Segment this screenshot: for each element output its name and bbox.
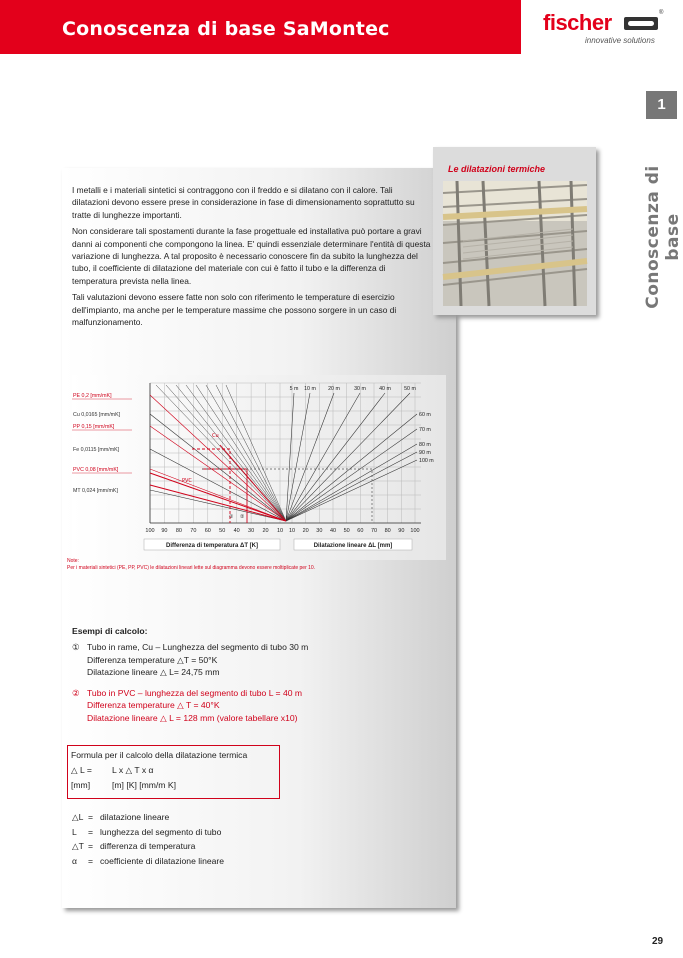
legend-row [72, 810, 224, 825]
x-tick-label-right: 80 [384, 528, 391, 534]
examples-heading: Esempi di calcolo: [72, 626, 148, 636]
example-marker: Cu [212, 433, 219, 439]
legend-desc: differenza di temperatura [100, 841, 196, 851]
example-marker: ① [229, 514, 234, 520]
legend-equals: = [88, 826, 94, 837]
logo-badge-icon [624, 17, 658, 30]
material-label: PVC 0,08 [mm/mK] [73, 467, 119, 473]
note-text: Per i materiali sintetici (PE, PP, PVC) le dilatazioni lineari lette sul diagramma devono essere moltiplicate per 10. [67, 564, 316, 571]
x-tick-label-left: 50 [219, 528, 226, 534]
example-2-number: ② [72, 687, 80, 698]
formula-unit-lhs: [mm] [71, 780, 91, 790]
x-tick-label-left: 40 [233, 528, 240, 534]
example-1 [72, 641, 442, 679]
length-label-top: 20 m [328, 386, 340, 392]
formula-lhs: △ L = [71, 765, 92, 775]
x-tick-label-right: 100 [410, 528, 420, 534]
cable-tray-photo [443, 181, 587, 306]
logo-tagline: innovative solutions [585, 36, 655, 45]
x-tick-label-right: 90 [398, 528, 405, 534]
xlabel-left: Differenza di temperatura ΔT [K] [166, 543, 258, 549]
x-tick-label-right: 10 [288, 528, 296, 534]
material-label: MT 0,024 [mm/mK] [73, 488, 118, 494]
x-tick-label-right: 50 [343, 528, 350, 534]
legend-symbol: α [72, 855, 77, 866]
x-tick-label-left: 30 [248, 528, 255, 534]
logo-registered: ® [659, 10, 664, 16]
page-number: 29 [652, 936, 664, 947]
x-tick-label-left: 20 [262, 528, 269, 534]
x-tick-label-left: 80 [175, 528, 182, 534]
example-2-line: Dilatazione lineare △ L = 128 mm (valore tabellare x10) [87, 712, 298, 723]
formula-equation [71, 763, 247, 778]
legend-desc: lunghezza del segmento di tubo [100, 826, 222, 837]
length-label-top: 5 m [289, 386, 299, 392]
intro-paragraph: Non considerare tali spostamenti durante la fase progettuale ed installativa può portare a gravi danni ai componenti che compongono la linea. E' quindi essenziale determinare l'entità di questa variazione di lunghezza. A tal proposito è necessario conoscere fin da subito la lunghezza del tubo, il coefficiente di dilatazione del materiale con cui è fatto il tubo e la differenza di temperatura prevista nella linea. [72, 226, 431, 286]
length-label-right: 70 m [419, 427, 431, 433]
example-1-line: Dilatazione lineare △ L= 24,75 mm [87, 667, 220, 677]
legend-symbol: △L [72, 812, 84, 822]
formula-title: Formula per il calcolo della dilatazione termica [71, 750, 248, 760]
example-1-number: ① [72, 642, 80, 652]
chapter-tab-label: Conoscenza di base [643, 165, 683, 309]
example-marker: PVC [182, 478, 192, 484]
photo-box [433, 147, 596, 315]
length-label-top: 30 m [354, 386, 366, 392]
header-bar [0, 0, 521, 54]
x-tick-label-left: 90 [161, 528, 168, 534]
formula [71, 748, 247, 793]
legend-desc: coefficiente di dilatazione lineare [100, 855, 225, 866]
legend-equals: = [88, 841, 94, 851]
legend-equals: = [88, 855, 94, 866]
legend-symbol: △T [72, 841, 84, 851]
legend-row [72, 854, 224, 869]
example-1-line: Differenza temperature △T = 50°K [87, 654, 218, 665]
example-2-line: Differenza temperature △ T = 40°K [87, 700, 220, 710]
intro-paragraph: I metalli e i materiali sintetici si contraggono con il freddo e si dilatano con il calore. Tali dilatazioni devono essere prese in considerazione in fase di dimensionamento soprattutto su tratte di lunghezze importanti. [72, 185, 415, 220]
length-label-right: 60 m [419, 412, 431, 418]
chart-note [67, 558, 315, 571]
chapter-tab [643, 121, 683, 336]
x-tick-label-right: 20 [302, 528, 309, 534]
nomogram-svg [72, 375, 446, 560]
length-label-top: 50 m [404, 386, 416, 392]
example-1-line: Tubo in rame, Cu – Lunghezza del segmento di tubo 30 m [87, 642, 309, 652]
x-tick-label-right: 40 [329, 528, 337, 534]
x-tick-label-right: 70 [370, 528, 378, 534]
legend-desc: dilatazione lineare [100, 812, 170, 822]
legend-row [72, 839, 224, 854]
material-label: Fe 0,0115 [mm/mK] [73, 447, 120, 453]
material-label: PE 0,2 [mm/mK] [73, 393, 112, 399]
x-tick-label-left: 100 [145, 528, 155, 534]
photo-title: Le dilatazioni termiche [448, 164, 546, 174]
x-tick-label-right: 60 [357, 528, 364, 534]
intro-text [72, 184, 432, 333]
intro-paragraph: Tali valutazioni devono essere fatte non solo con riferimento le temperature di esercizio dell'impianto, ma anche per le temperature massime che possono sorgere in un caso di malfunzionamento. [72, 292, 397, 327]
expansion-nomogram [72, 375, 446, 560]
length-label-top: 10 m [304, 386, 316, 392]
legend-equals: = [88, 812, 94, 822]
logo-wordmark: fischer [543, 10, 612, 35]
example-2-line: Tubo in PVC – lunghezza del segmento di tubo L = 40 m [87, 687, 303, 698]
x-tick-label-left: 70 [190, 528, 197, 534]
example-2 [72, 687, 442, 725]
material-label: Cu 0,0165 [mm/mK] [73, 412, 121, 418]
note-label: Note: [67, 558, 79, 564]
example-marker: ② [240, 514, 245, 520]
formula-units [71, 778, 247, 793]
xlabel-right: Dilatazione lineare ΔL [mm] [313, 543, 393, 549]
x-tick-label-left: 60 [204, 528, 211, 534]
x-tick-label-right: 30 [316, 528, 323, 534]
x-tick-label-left: 10 [276, 528, 284, 534]
page-title: Conoscenza di base SaMontec [62, 18, 390, 40]
length-label-right: 80 m [419, 442, 431, 448]
chapter-number: 1 [646, 91, 677, 119]
length-label-top: 40 m [379, 386, 391, 392]
symbol-legend [72, 810, 224, 868]
formula-rhs: L x △ T x α [112, 765, 154, 775]
legend-row [72, 825, 224, 840]
fischer-logo [540, 10, 670, 50]
examples-section [72, 626, 442, 724]
length-label-right: 90 m [419, 450, 431, 456]
formula-unit-rhs: [m] [K] [mm/m K] [112, 780, 176, 790]
material-label: PP 0,15 [mm/mK] [73, 424, 115, 430]
legend-symbol: L [72, 826, 77, 837]
length-label-right: 100 m [419, 458, 434, 464]
